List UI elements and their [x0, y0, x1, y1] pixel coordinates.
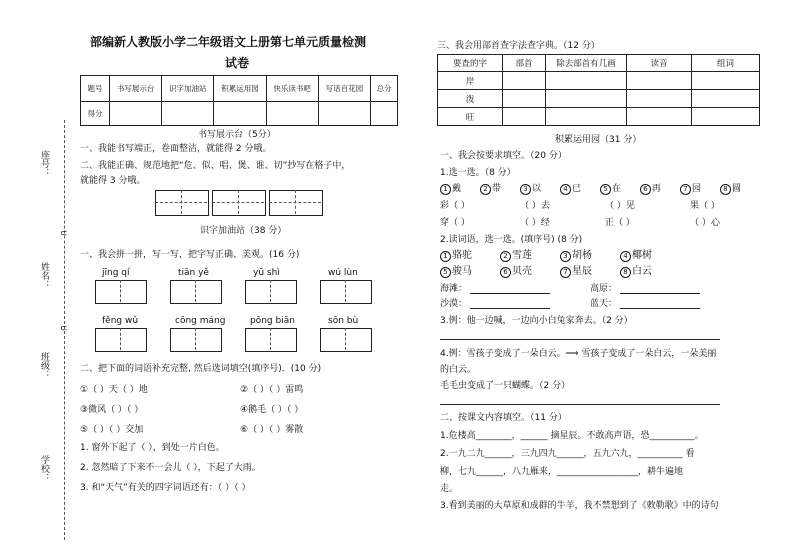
score-header: 总分 [371, 76, 398, 102]
grid-mid [120, 280, 121, 302]
pinyin-label: wú lùn [328, 268, 358, 278]
choose-item[interactable]: 彩（ ） [440, 201, 470, 211]
dict-cell[interactable] [692, 108, 760, 126]
dict-cell[interactable] [627, 72, 692, 90]
accum-q1-1: 1.选一选。（8 分） [440, 168, 516, 178]
writing-q1: 一、我能书写端正，卷面整洁，就能得 2 分哦。 [80, 144, 272, 154]
score-table [80, 75, 398, 126]
choose-item[interactable]: （ ）见 [605, 201, 635, 211]
accum-q1-4-task: 毛毛虫变成了一只蝴蝶。（2 分） [440, 381, 571, 391]
score-header: 识字加油站 [162, 76, 214, 102]
text-fill-4: 走。 [440, 484, 459, 494]
cat-label: 高原： [590, 284, 618, 294]
fill-item[interactable]: ④鹅毛（ ）（ ） [240, 405, 304, 415]
grid-mid [270, 328, 271, 350]
choose-item[interactable]: （ ）去 [520, 201, 550, 211]
pinyin-label: tiān yě [178, 268, 209, 278]
tian-grid[interactable] [170, 280, 222, 304]
pinyin-label: yū shì [253, 268, 280, 278]
pinyin-label: fěng wǔ [102, 316, 139, 326]
dict-header: 要查的字 [438, 55, 503, 72]
dict-cell[interactable] [546, 72, 627, 90]
page-title-2: 试卷 [225, 56, 250, 70]
accum-q1: 一、我会按要求填空。（20 分） [440, 151, 567, 161]
accum-section-title: 积累运用园（31 分） [555, 135, 642, 145]
word-item: 3 胡杨 [560, 250, 620, 262]
choose-item[interactable]: 穿（ ） [440, 218, 470, 228]
dict-cell[interactable] [503, 90, 546, 108]
writing-q2: 二、我能正确、规范地把“危、似、唱、煲、谁、切”抄写在格子中， [80, 161, 351, 171]
literacy-section-title: 识字加油站（38 分） [200, 226, 287, 236]
fill-item[interactable]: ⑥（ ）（ ）雾散 [240, 425, 304, 435]
score-cell[interactable] [371, 102, 398, 126]
score-header: 书写展示台 [110, 76, 162, 102]
cat-label: 海滩： [440, 284, 468, 294]
grid-mid [195, 280, 196, 302]
copy-grid-1[interactable] [155, 190, 209, 216]
dict-cell[interactable] [692, 90, 760, 108]
dict-cell[interactable] [503, 108, 546, 126]
fill-item[interactable]: ②（ ）（ ）雷鸣 [240, 385, 304, 395]
option-item: 1 戴 [440, 183, 480, 195]
score-row-label: 得分 [81, 102, 110, 126]
word-item: 4 椰树 [620, 250, 680, 262]
option-item: 7 园 [680, 183, 720, 195]
binding-class: 班级： [39, 352, 49, 379]
dict-cell[interactable] [546, 108, 627, 126]
word-row-2 [440, 266, 680, 278]
word-row-1 [440, 250, 680, 262]
writing-section-title: 书写展示台（5分） [198, 130, 276, 140]
option-row [440, 183, 760, 195]
binding-mark-2: ⊂ [60, 324, 68, 334]
option-item: 3 以 [520, 183, 560, 195]
answer-line[interactable] [470, 293, 550, 294]
grid-mid [270, 280, 271, 302]
binding-mark-1: ⊂ [60, 229, 68, 239]
fill-item[interactable]: ⑤（ ）（ ）交加 [80, 425, 144, 435]
option-item: 6 再 [640, 183, 680, 195]
fill-item[interactable]: ①（ ）天（ ）地 [80, 385, 148, 395]
dict-cell[interactable] [546, 90, 627, 108]
score-cell[interactable] [162, 102, 214, 126]
dict-char: 岸 [438, 72, 503, 90]
accum-q1-2: 2.读词语，选一选。(填序号) (8 分) [440, 235, 583, 245]
tian-grid[interactable] [320, 328, 372, 352]
answer-line[interactable] [620, 308, 700, 309]
grid-mid [345, 280, 346, 302]
dict-header: 除去部首有几画 [546, 55, 627, 72]
answer-line[interactable] [470, 308, 550, 309]
fill-item[interactable]: ③微风（ ）（ ） [80, 405, 144, 415]
score-header: 快乐读书吧 [266, 76, 318, 102]
text-fill-2[interactable]: 2.一九二九______，三九四九______，五九六九，__________ 看 [440, 449, 695, 459]
tian-grid[interactable] [320, 280, 372, 304]
score-cell[interactable] [266, 102, 318, 126]
word-item: 6 贝壳 [500, 266, 560, 278]
tian-grid[interactable] [245, 280, 297, 304]
dict-char: 旺 [438, 108, 503, 126]
score-header: 题号 [81, 76, 110, 102]
text-fill-5: 3.看到美丽的大草原和成群的牛羊，我不禁想到了《敕勒歌》中的诗句 [440, 501, 719, 511]
score-header: 写话百花园 [318, 76, 370, 102]
accum-q1-4: 4.例：雪孩子变成了一朵白云。⟹ 雪孩子变成了一朵白云，一朵美丽 [440, 349, 717, 359]
text-fill-1[interactable]: 1.危楼高________，______ 摘星辰。不敢高声语，恐__________。 [440, 431, 704, 441]
score-cell[interactable] [214, 102, 266, 126]
option-item: 2 带 [480, 183, 520, 195]
literacy-q1: 一、我会拼一拼，写一写，把字写正确、美观。(16 分) [80, 250, 300, 260]
grid-mid [195, 328, 196, 350]
tian-grid[interactable] [95, 280, 147, 304]
tian-grid[interactable] [245, 328, 297, 352]
cat-label: 沙漠： [440, 299, 468, 309]
copy-grid-3-hmid [269, 202, 321, 203]
word-item: 7 星辰 [560, 266, 620, 278]
word-item: 1 骆驼 [440, 250, 500, 262]
copy-grid-1-hmid [155, 202, 207, 203]
choose-item[interactable]: （ ）心 [690, 218, 720, 228]
answer-line[interactable] [620, 293, 700, 294]
pinyin-label: sōn bù [328, 316, 359, 326]
dict-cell[interactable] [503, 72, 546, 90]
grid-mid [120, 328, 121, 350]
sentence-3: 3. 和“天气”有关的四字词语还有：（ ）（ ） [80, 483, 251, 493]
dict-header: 读音 [627, 55, 692, 72]
word-item: 5 骏马 [440, 266, 500, 278]
word-item: 8 白云 [620, 266, 680, 278]
text-fill-3[interactable]: 柳，七九______，八九雁来，__________________，耕牛遍地 [440, 467, 684, 477]
answer-line[interactable] [440, 404, 720, 405]
grid-mid [345, 328, 346, 350]
score-cell[interactable] [318, 102, 370, 126]
tian-grid[interactable] [95, 328, 147, 352]
choose-item[interactable]: 正（ ） [605, 218, 635, 228]
pinyin-label: cōng máng [175, 316, 226, 326]
copy-grid-2[interactable] [212, 190, 266, 216]
dict-cell[interactable] [627, 108, 692, 126]
option-item: 8 圆 [720, 183, 760, 195]
dict-char: 泼 [438, 90, 503, 108]
dict-table [437, 54, 760, 126]
accum-q2: 二、按课文内容填空。（11 分） [440, 413, 567, 423]
copy-grid-2-hmid [212, 202, 264, 203]
dict-header: 组词 [692, 55, 760, 72]
tian-grid[interactable] [170, 328, 222, 352]
option-item: 5 在 [600, 183, 640, 195]
cat-label: 蓝天： [590, 299, 618, 309]
word-item: 2 雪莲 [500, 250, 560, 262]
literacy-q2: 二、把下面的词语补充完整, 然后选词填空(填序号)．(10 分) [80, 364, 322, 374]
pinyin-label: jīng qí [102, 268, 130, 278]
sentence-2: 2. 忽然暗了下来不一会儿（ ），下起了大雨。 [80, 463, 261, 473]
copy-grid-3[interactable] [269, 190, 323, 216]
sentence-1: 1. 窗外下起了（ ），到处一片白色。 [80, 443, 225, 453]
choose-item[interactable]: （ ）经 [520, 218, 550, 228]
score-header: 积累运用园 [214, 76, 266, 102]
accum-q1-4-cont: 的白云。 [440, 365, 477, 375]
dict-header: 部首 [503, 55, 546, 72]
accum-q1-3: 3.例：他一边喊，一边向小白兔家奔去。（2 分） [440, 316, 633, 326]
score-cell[interactable] [110, 102, 162, 126]
dict-cell[interactable] [692, 72, 760, 90]
pinyin-label: pōng biān [250, 316, 295, 326]
binding-school: 学校： [39, 455, 49, 482]
dict-cell[interactable] [627, 90, 692, 108]
dict-question: 三、我会用部首查字法查字典。（12 分） [437, 41, 600, 51]
writing-q2-cont: 就能得 3 分哦。 [80, 176, 146, 186]
answer-line[interactable] [440, 339, 720, 340]
option-item: 4 已 [560, 183, 600, 195]
choose-item[interactable]: 果（ ） [690, 201, 720, 211]
binding-seat: 座号： [39, 150, 49, 177]
page-title: 部编新人教版小学二年级语文上册第七单元质量检测 [90, 35, 367, 49]
binding-name: 姓名： [39, 262, 49, 289]
